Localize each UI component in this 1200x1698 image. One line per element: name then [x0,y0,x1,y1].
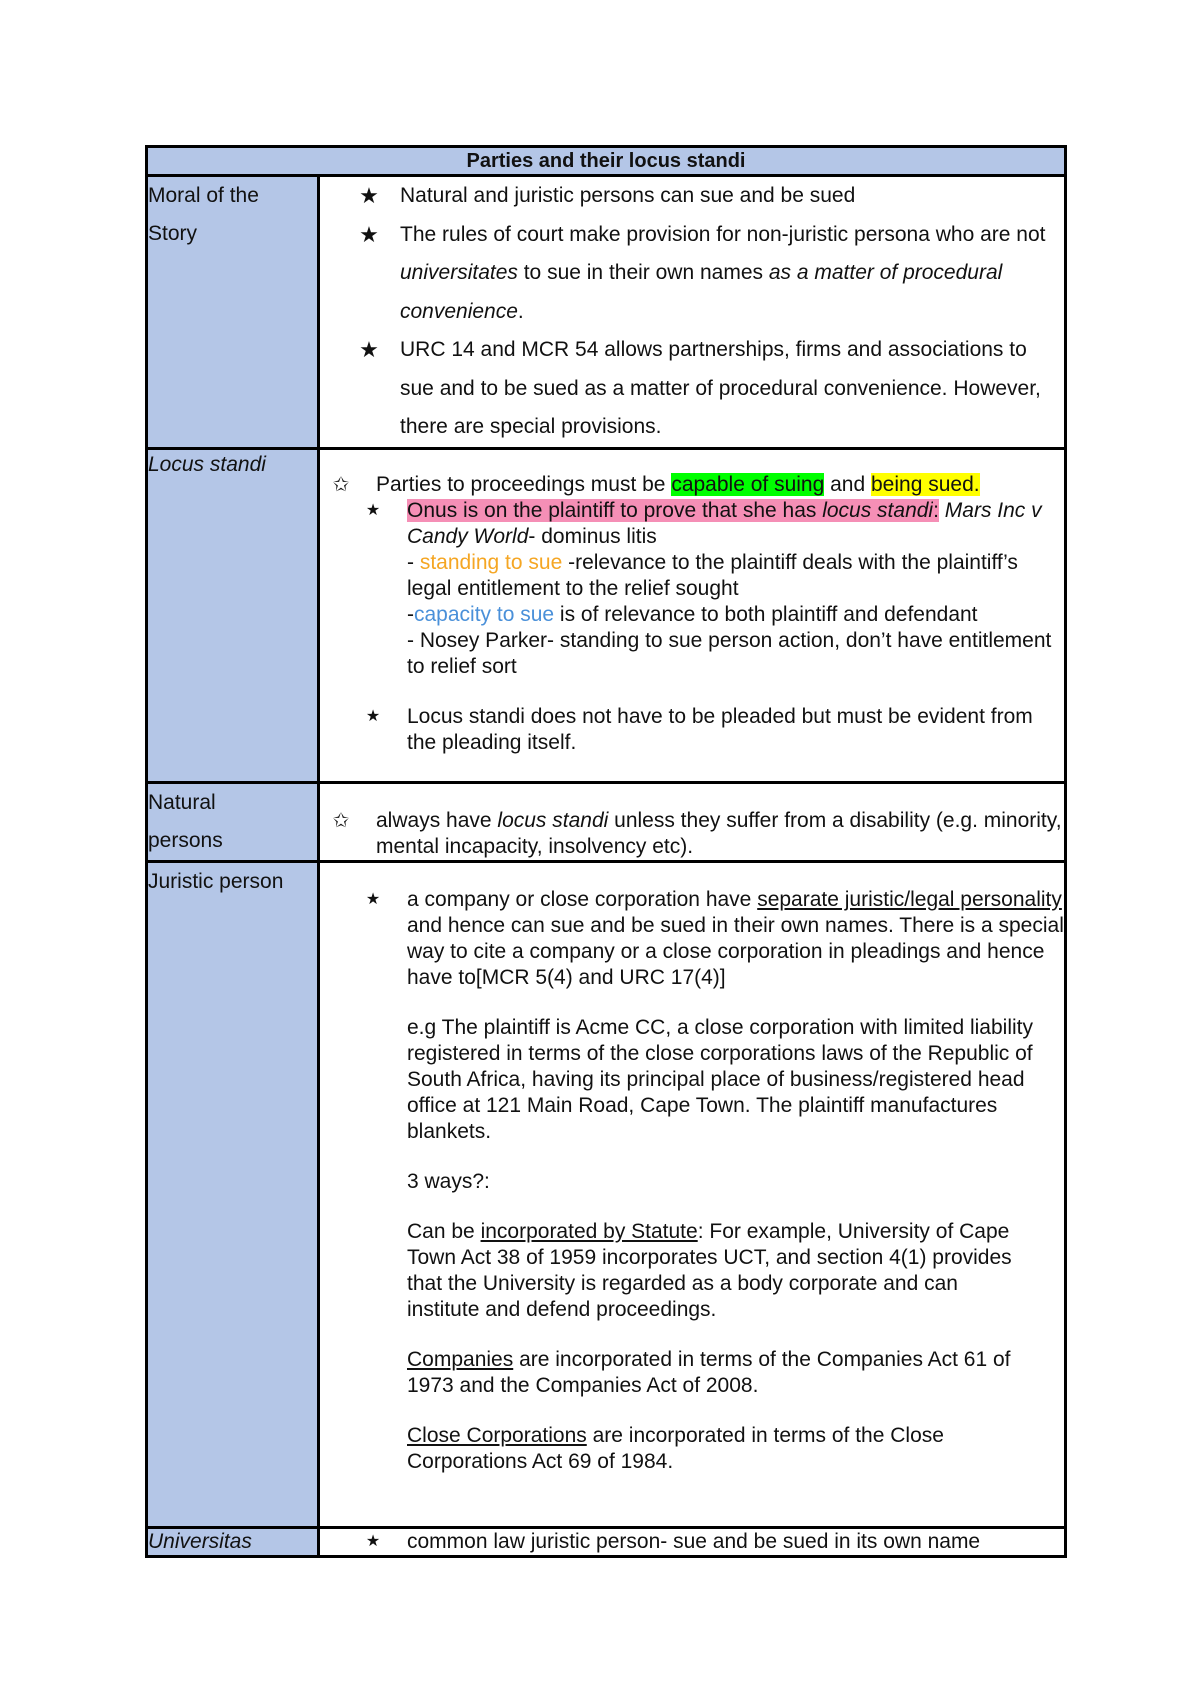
row-content-locus-standi [319,448,1066,782]
highlight-pink: : [933,498,939,522]
item-text: -relevance to the plaintiff deals with the plaintiff’s legal entitlement to the relief sought [407,550,1018,600]
row-juristic-person [147,861,1066,1527]
star-icon: ★ [365,890,381,908]
item-text: : For example, University of Cape Town Act 38 of 1959 incorporates UCT, and section 4(1) provides that the University is regarded as a body corporate and can institute and defend proceedings. [407,1219,1012,1321]
list-item [362,704,1064,756]
orange-term: standing to sue [419,550,563,574]
row-content-juristic-person [319,861,1066,1527]
star-icon: ★ [365,501,381,519]
item-text-italic: universitates [400,261,518,284]
label-line: Story [148,222,198,245]
list-item [362,887,1064,991]
item-text: are incorporated in terms of the Companies Act 61 of 1973 and the Companies Act of 2008. [407,1347,1011,1397]
item-text: is of relevance to both plaintiff and defendant [554,602,978,626]
row-content-natural-persons [319,782,1066,861]
label-line: Natural [148,790,216,814]
item-text: Can be [407,1219,481,1243]
way-statute [407,1219,1036,1323]
item-text: Locus standi does not have to be pleaded but must be evident from the pleading itself. [407,704,1033,754]
hollow-star-icon: ✩ [332,809,350,832]
item-text: a company or close corporation have [407,887,758,911]
notes-table [145,145,1067,1558]
row-content-universitas [319,1527,1066,1556]
list-item [362,498,1064,680]
row-universitas [147,1527,1066,1556]
item-text-italic: locus standi [497,808,609,832]
highlight-pink-italic: locus standi [822,498,934,522]
underlined-term: separate juristic/legal personality [757,887,1062,911]
item-text: common law juristic person- sue and be sued in its own name [407,1529,981,1553]
list-item [358,216,1064,332]
list-item [358,331,1064,447]
star-icon: ★ [359,221,379,247]
table-title: Parties and their locus standi [147,147,1066,176]
example-paragraph: e.g The plaintiff is Acme CC, a close corporation with limited liability registered in terms of the close corporations laws of the Republic of South Africa, having its principal place of business/registered head office at 121 Main Road, Cape Town. The plaintiff manufactures blankets. [407,1015,1034,1143]
star-icon: ★ [365,1532,381,1550]
item-text-italic: as a matter of procedural convenience [400,261,1003,323]
item-text: Natural and juristic persons can sue and be sued [400,184,856,207]
item-text: are incorporated in terms of the Close Corporations Act 69 of 1984. [407,1423,944,1473]
bullet-list [320,177,1064,447]
list-item [358,177,1064,216]
label-line: Moral of the [148,184,259,207]
item-text: and [824,472,871,496]
star-icon: ★ [359,337,379,362]
list-item [330,808,1064,860]
underlined-term: incorporated by Statute [480,1219,698,1243]
item-text: - [407,550,420,574]
row-label-natural-persons [147,782,319,861]
highlight-yellow: being sued [871,472,974,496]
item-text: The rules of court make provision for non-juristic persona who are not [400,222,1046,246]
item-text: - dominus litis [528,524,657,548]
row-moral [147,176,1066,449]
star-icon: ★ [359,183,379,208]
row-label-juristic-person: Juristic person [147,861,319,1527]
list-item [330,472,1064,498]
case-name: Mars Inc v Candy World [407,498,1042,548]
item-text: URC 14 and MCR 54 allows partnerships, firms and associations to sue and to be sued as a matter of procedural convenience. However, there are special provisions. [400,338,1041,438]
blue-term: capacity to sue [414,602,555,626]
item-text: and hence can sue and be sued in their own names. There is a special way to cite a company or a close corporation in pleadings and hence have to[MCR 5(4) and URC 17(4)] [407,913,1064,989]
row-locus-standi [147,448,1066,782]
way-close-corporations [407,1423,1036,1475]
highlight-pink: Onus is on the plaintiff to prove that she has [407,498,823,522]
item-text: unless they suffer from a disability (e.g. minority, mental incapacity, insolvency etc). [376,808,1062,858]
row-content-moral [319,176,1066,449]
highlight-yellow: . [973,472,980,496]
hollow-star-icon: ✩ [332,473,350,496]
way-companies [407,1347,1036,1399]
row-natural-persons [147,782,1066,861]
row-label-moral [147,176,319,449]
row-label-locus-standi: Locus standi [147,448,319,782]
item-text: - Nosey Parker- standing to sue person action, don’t have entitlement to relief sort [407,628,1052,678]
item-text: to sue in their own names [517,261,769,284]
row-label-universitas: Universitas [147,1527,319,1556]
item-text: - [407,602,414,626]
label-line: persons [148,828,223,852]
ways-heading: 3 ways?: [407,1169,490,1193]
title-row [147,147,1066,176]
highlight-green: capable of suing [671,472,825,496]
item-text: . [517,299,524,323]
star-icon: ★ [365,707,381,725]
list-item [362,1529,1064,1555]
underlined-term: Companies [407,1347,514,1371]
item-text: Parties to proceedings must be [376,472,672,496]
underlined-term: Close Corporations [407,1423,587,1447]
item-text: always have [376,808,498,832]
